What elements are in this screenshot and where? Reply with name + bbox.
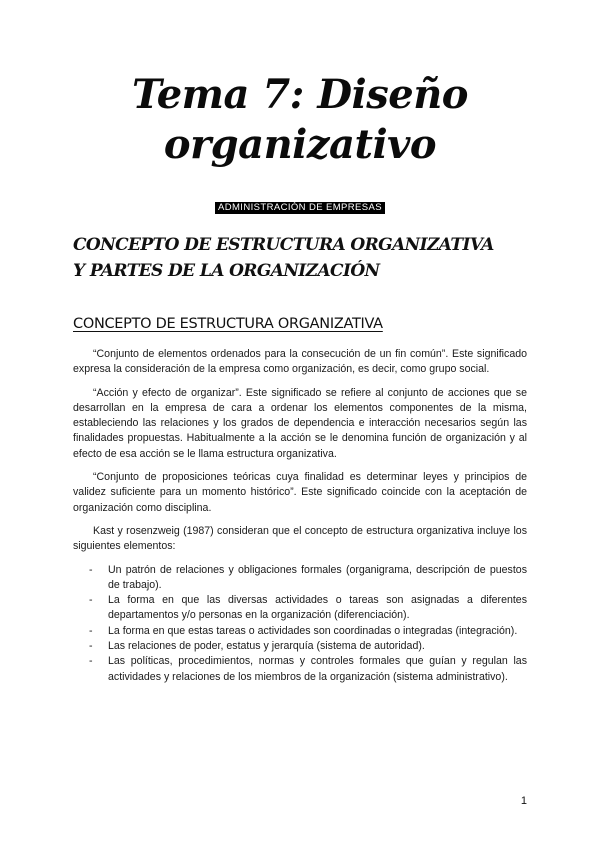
- list-item: [73, 654, 527, 685]
- bullet-dash: -: [89, 594, 93, 607]
- subject-banner: [0, 197, 600, 215]
- paragraph: “Acción y efecto de organizar”. Este significado se refiere al conjunto de acciones que se desarrollan en la empresa de cara a ordenar los elementos componentes de la misma, estableciendo las relaciones y los grados de dependencia e interacción necesarios según las finalidades propuestas. Habitualmente a la acción se le denomina función de organización y al efecto de esa acción se le llama estructura organizativa.: [73, 386, 527, 460]
- section-heading-line-2: Y PARTES DE LA ORGANIZACIÓN: [73, 261, 380, 281]
- list-item: [73, 639, 527, 654]
- title-line-1: Tema 7: Diseño: [132, 71, 468, 118]
- element-list: [73, 563, 527, 685]
- list-item-text: Un patrón de relaciones y obligaciones formales (organigrama, descripción de puestos de trabajo).: [108, 563, 527, 591]
- section-heading: [73, 232, 553, 284]
- document-title: [0, 70, 600, 170]
- list-item-text: La forma en que las diversas actividades o tareas son asignadas a diferentes departamentos y/o personas en la organización (diferenciación).: [108, 594, 527, 622]
- list-item: [73, 624, 527, 639]
- bullet-dash: -: [89, 655, 93, 668]
- list-item-text: Las relaciones de poder, estatus y jerarquía (sistema de autoridad).: [108, 640, 425, 653]
- body-text: [73, 347, 527, 685]
- subsection-heading: CONCEPTO DE ESTRUCTURA ORGANIZATIVA: [73, 316, 383, 332]
- page-number: 1: [520, 795, 527, 807]
- list-item-text: La forma en que estas tareas o actividades son coordinadas o integradas (integración).: [108, 624, 518, 637]
- title-line-2: organizativo: [163, 121, 437, 168]
- list-item-text: Las políticas, procedimientos, normas y controles formales que guían y regulan las actividades y relaciones de los miembros de la organización (sistema administrativo).: [108, 655, 527, 683]
- bullet-dash: -: [89, 640, 93, 653]
- paragraph: “Conjunto de proposiciones teóricas cuya finalidad es determinar leyes y principios de validez suficiente para un momento histórico”. Este significado coincide con la aceptación de organización como disciplina.: [73, 471, 527, 514]
- list-item: [73, 593, 527, 624]
- subject-label: ADMINISTRACIÓN DE EMPRESAS: [215, 202, 385, 214]
- list-item: [73, 563, 527, 594]
- bullet-dash: -: [89, 624, 93, 637]
- section-heading-line-1: CONCEPTO DE ESTRUCTURA ORGANIZATIVA: [73, 235, 494, 255]
- paragraph: Kast y rosenzweig (1987) consideran que el concepto de estructura organizativa incluye los siguientes elementos:: [73, 524, 527, 553]
- paragraph: “Conjunto de elementos ordenados para la consecución de un fin común”. Este significado expresa la consideración de la empresa como organización, es decir, como grupo social.: [73, 348, 527, 376]
- bullet-dash: -: [89, 563, 93, 576]
